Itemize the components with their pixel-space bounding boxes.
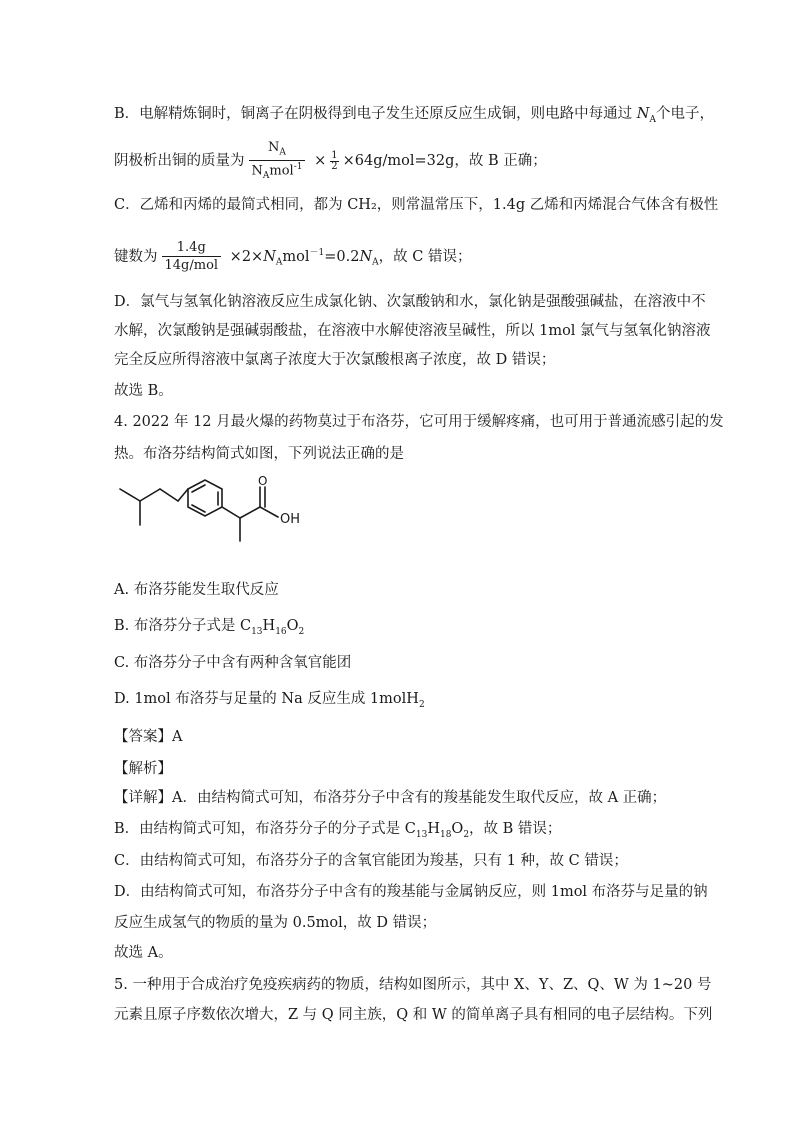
optC-line2: 键数为 $\frac{1.4g}{\text{14g/mol}}$ $\times 2\times N_Amol^{-1}=0.2N_A$，故 C 错误；: [114, 240, 472, 274]
q5-stem-line2: 元素且原子序数依次增大，Z 与 Q 同主族，Q 和 W 的简单离子具有相同的电子层结构。下列: [114, 1007, 713, 1023]
q4-answer: 【答案】A: [114, 729, 183, 745]
q4-explain-d-line2: 反应生成氢气的物质的量为 0.5mol，故 D 错误；: [114, 915, 437, 931]
carbonyl-oxygen-label: O: [258, 475, 268, 488]
choose-b: 故选 B。: [114, 383, 173, 399]
fraction-one-half: $\frac{1}{2}$: [331, 149, 338, 172]
q4-stem-line1: 4. 2022 年 12 月最火爆的药物莫过于布洛芬，它可用于缓解疼痛，也可用于普通流感引起的发: [114, 414, 724, 430]
q4-analysis-heading: 【解析】: [114, 761, 172, 777]
ibuprofen-structure: [110, 475, 320, 565]
optB-line1: B．电解精炼铜时，铜离子在阴极得到电子发生还原反应生成铜，则电路中每通过 $N_A$个电子，: [114, 106, 714, 125]
q4-explain-d-line1: D．由结构简式可知，布洛芬分子中含有的羧基能与金属钠反应，则 1mol 布洛芬与足量的钠: [114, 884, 708, 900]
q4-explain-c: C．由结构简式可知，布洛芬分子的含氧官能团为羧基，只有 1 种，故 C 错误；: [114, 853, 628, 869]
optD-line2: 水解，次氯酸钠是强碱弱酸盐，在溶液中水解使溶液呈碱性，所以 1mol 氯气与氢氧化钠溶液: [114, 323, 711, 339]
q4-choose: 故选 A。: [114, 945, 173, 961]
hydroxyl-label: OH: [280, 512, 301, 527]
fraction-na-over-na-mol: $\frac{N_A}{N_Amol^{-1}}$: [249, 141, 306, 181]
q5-stem-line1: 5. 一种用于合成治疗免疫疾病药的物质，结构如图所示，其中 X、Y、Z、Q、W 为 1~20 号: [114, 977, 712, 993]
q4-option-a: A. 布洛芬能发生取代反应: [114, 582, 279, 598]
q4-option-d: D. 1mol 布洛芬与足量的 Na 反应生成 1molH$_2$: [114, 691, 425, 710]
q4-explain-b: B．由结构简式可知，布洛芬分子的分子式是 $C_{13}H_{18}O_2$，故 B 错误；: [114, 821, 562, 840]
q4-option-c: C. 布洛芬分子中含有两种含氧官能团: [114, 655, 352, 671]
optC-line1: C．乙烯和丙烯的最简式相同，都为 CH₂，则常温常压下，1.4g 乙烯和丙烯混合气体含有极性: [114, 197, 719, 213]
optD-line3: 完全反应所得溶液中氯离子浓度大于次氯酸根离子浓度，故 D 错误；: [114, 352, 556, 368]
fraction-mass-over-molar-mass: $\frac{1.4g}{\text{14g/mol}}$: [162, 241, 222, 272]
q4-option-b: B. 布洛芬分子式是 $C_{13}H_{16}O_2$: [114, 618, 305, 637]
q4-explain-a: 【详解】A．由结构简式可知，布洛芬分子中含有的羧基能发生取代反应，故 A 正确；: [114, 790, 667, 806]
optD-line1: D．氯气与氢氧化钠溶液反应生成氯化钠、次氯酸钠和水，氯化钠是强酸强碱盐，在溶液中不: [114, 294, 706, 310]
q4-stem-line2: 热。布洛芬结构简式如图，下列说法正确的是: [114, 446, 404, 462]
optB-line2: 阴极析出铜的质量为 $\frac{N_A}{N_Amol^{-1}}$ × $\frac{1}{2}$ ×64g/mol=32g，故 B 正确；: [114, 140, 547, 181]
